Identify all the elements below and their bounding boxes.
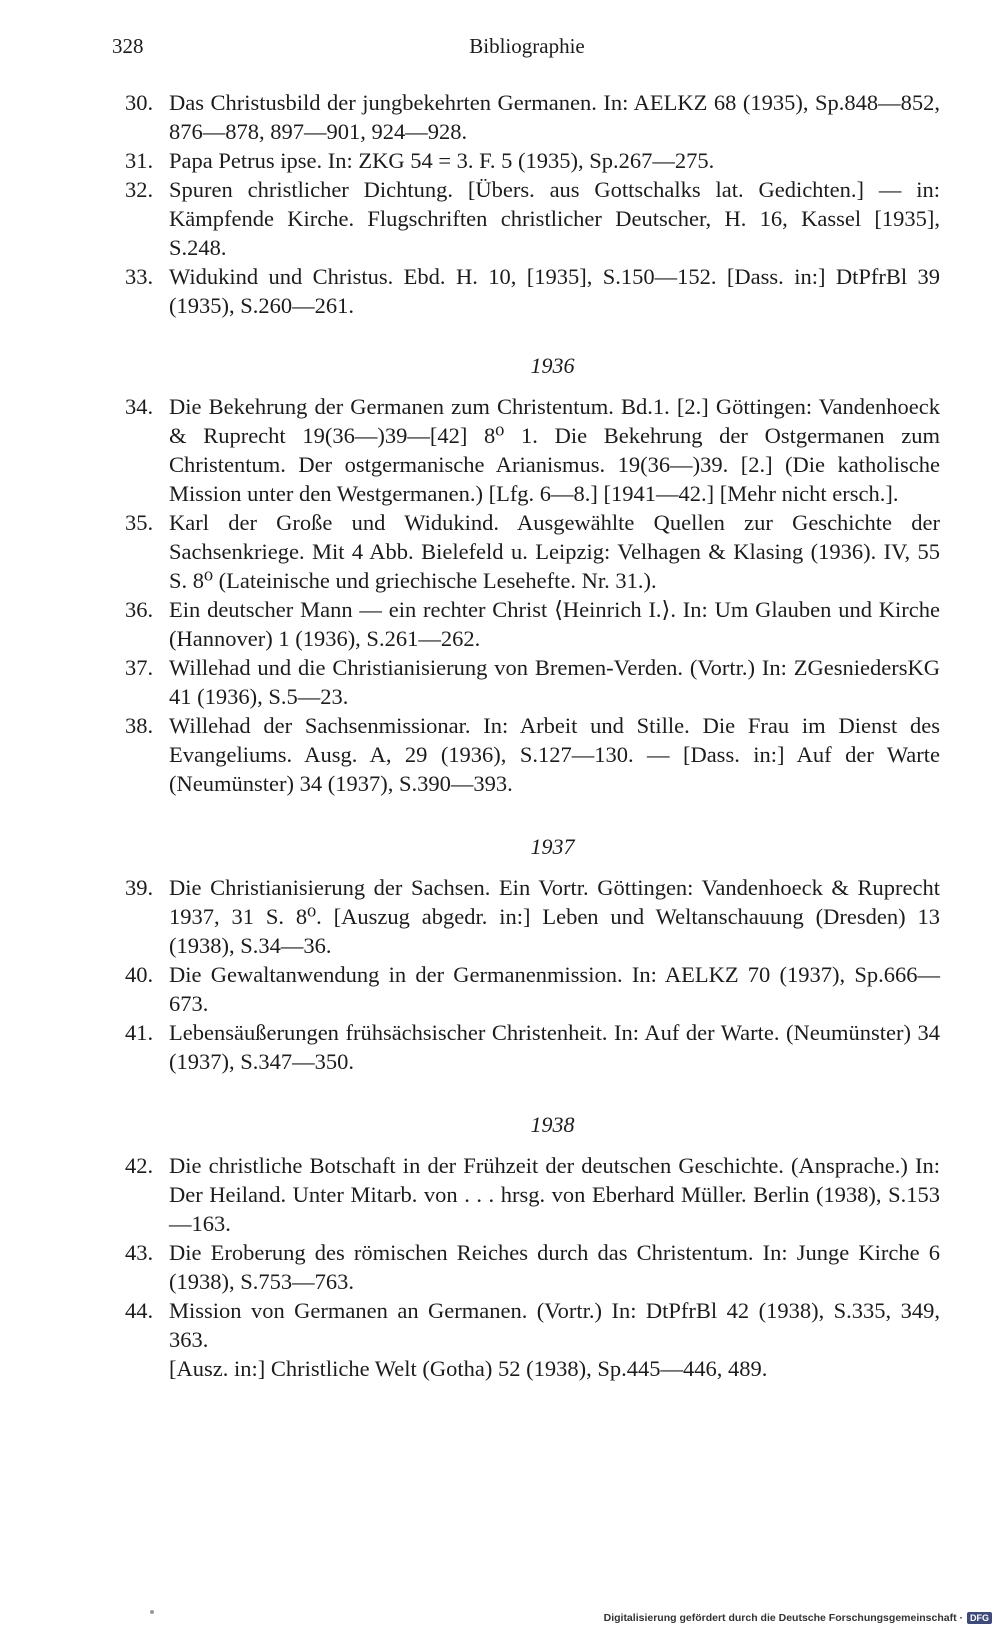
bibliography-entry bbox=[125, 1296, 940, 1383]
entry-number: 40. bbox=[125, 962, 154, 987]
entry-number: 36. bbox=[125, 597, 154, 622]
running-title: Bibliographie bbox=[469, 34, 585, 58]
bibliography-entry bbox=[125, 1238, 940, 1296]
entry-text: Die Bekehrung der Germanen zum Christentum. Bd.1. [2.] Göttingen: Vandenhoeck & Ruprecht 19(36—)39—[42] 8⁰ 1. Die Bekehrung der Ostgermanen zum Christentum. Der ostgermanische Arianismus. 19(36—)39. [2.] (Die katholische Mission unter den Westgermanen.) [Lfg. 6—8.] [1941—42.] [Mehr nicht ersch.]. bbox=[169, 394, 940, 506]
bibliography-entry bbox=[125, 146, 940, 175]
entry-number: 30. bbox=[125, 90, 154, 115]
entry-number: 42. bbox=[125, 1153, 154, 1178]
bibliography-content bbox=[125, 88, 940, 1383]
entry-number: 41. bbox=[125, 1020, 154, 1045]
year-heading-1937: 1937 bbox=[530, 834, 575, 859]
digitization-footer bbox=[604, 1612, 992, 1624]
entry-text: Widukind und Christus. Ebd. H. 10, [1935], S.150—152. [Dass. in:] DtPfrBl 39 (1935), S.260—261. bbox=[169, 264, 940, 318]
entry-number: 39. bbox=[125, 875, 154, 900]
entry-continuation-text: [Ausz. in:] Christliche Welt (Gotha) 52 (1938), Sp.445—446, 489. bbox=[169, 1356, 768, 1381]
bibliography-entry bbox=[125, 262, 940, 320]
dfg-logo-icon: DFG bbox=[967, 1612, 992, 1624]
bibliography-entry bbox=[125, 175, 940, 262]
bibliography-entry bbox=[125, 392, 940, 508]
entry-number: 34. bbox=[125, 394, 154, 419]
entry-number: 35. bbox=[125, 510, 154, 535]
entry-text: Ein deutscher Mann — ein rechter Christ ⟨Heinrich I.⟩. In: Um Glauben und Kirche (Hannover) 1 (1936), S.261—262. bbox=[169, 597, 940, 651]
page-header bbox=[112, 30, 942, 62]
entry-text: Die Eroberung des römischen Reiches durch das Christentum. In: Junge Kirche 6 (1938), S.753—763. bbox=[169, 1240, 940, 1294]
entry-text: Spuren christlicher Dichtung. [Übers. aus Gottschalks lat. Gedichten.] — in: Kämpfende Kirche. Flugschriften christlicher Deutscher, H. 16, Kassel [1935], S.248. bbox=[169, 177, 940, 260]
bibliography-entry bbox=[125, 1151, 940, 1238]
entry-text: Die Gewaltanwendung in der Germanenmission. In: AELKZ 70 (1937), Sp.666—673. bbox=[169, 962, 940, 1016]
year-heading-1938: 1938 bbox=[530, 1112, 575, 1137]
entry-text: Das Christusbild der jungbekehrten Germanen. In: AELKZ 68 (1935), Sp.848—852, 876—878, 897—901, 924—928. bbox=[169, 90, 940, 144]
entry-text: Papa Petrus ipse. In: ZKG 54 = 3. F. 5 (1935), Sp.267—275. bbox=[169, 148, 715, 173]
entry-number: 37. bbox=[125, 655, 154, 680]
entry-number: 31. bbox=[125, 148, 154, 173]
bibliography-entry bbox=[125, 508, 940, 595]
footer-credit: Digitalisierung gefördert durch die Deutsche Forschungsgemeinschaft · bbox=[603, 1612, 963, 1624]
entry-number: 33. bbox=[125, 264, 154, 289]
entry-number: 32. bbox=[125, 177, 154, 202]
year-heading-1936: 1936 bbox=[530, 353, 575, 378]
entry-number: 44. bbox=[125, 1298, 154, 1323]
entry-text: Die christliche Botschaft in der Frühzeit der deutschen Geschichte. (Ansprache.) In: Der Heiland. Unter Mitarb. von . . . hrsg. von Eberhard Müller. Berlin (1938), S.153—163. bbox=[169, 1153, 940, 1236]
entry-number: 38. bbox=[125, 713, 154, 738]
bibliography-entry bbox=[125, 960, 940, 1018]
scan-speck bbox=[150, 1610, 154, 1614]
entry-text: Die Christianisierung der Sachsen. Ein Vortr. Göttingen: Vandenhoeck & Ruprecht 1937, 31 S. 8⁰. [Auszug abgedr. in:] Leben und Weltanschauung (Dresden) 13 (1938), S.34—36. bbox=[169, 875, 940, 958]
bibliography-entry bbox=[125, 873, 940, 960]
entry-text: Karl der Große und Widukind. Ausgewählte Quellen zur Geschichte der Sachsenkriege. Mit 4 Abb. Bielefeld u. Leipzig: Velhagen & Klasing (1936). IV, 55 S. 8⁰ (Lateinische und griechische Lesehefte. Nr. 31.). bbox=[169, 510, 940, 593]
bibliography-entry bbox=[125, 1018, 940, 1076]
entry-text: Lebensäußerungen frühsächsischer Christenheit. In: Auf der Warte. (Neumünster) 34 (1937), S.347—350. bbox=[169, 1020, 940, 1074]
entry-main-text: Mission von Germanen an Germanen. (Vortr.) In: DtPfrBl 42 (1938), S.335, 349, 363. bbox=[169, 1298, 940, 1352]
bibliography-entry bbox=[125, 595, 940, 653]
entry-text: Willehad der Sachsenmissionar. In: Arbeit und Stille. Die Frau im Dienst des Evangeliums. Ausg. A, 29 (1936), S.127—130. — [Dass. in:] Auf der Warte (Neumünster) 34 (1937), S.390—393. bbox=[169, 713, 940, 796]
bibliography-entry bbox=[125, 653, 940, 711]
entry-number: 43. bbox=[125, 1240, 154, 1265]
page-number: 328 bbox=[112, 34, 144, 58]
bibliography-entry bbox=[125, 88, 940, 146]
bibliography-entry bbox=[125, 711, 940, 798]
entry-text: Willehad und die Christianisierung von Bremen-Verden. (Vortr.) In: ZGesniedersKG 41 (1936), S.5—23. bbox=[169, 655, 940, 709]
entry-text bbox=[169, 1296, 940, 1383]
